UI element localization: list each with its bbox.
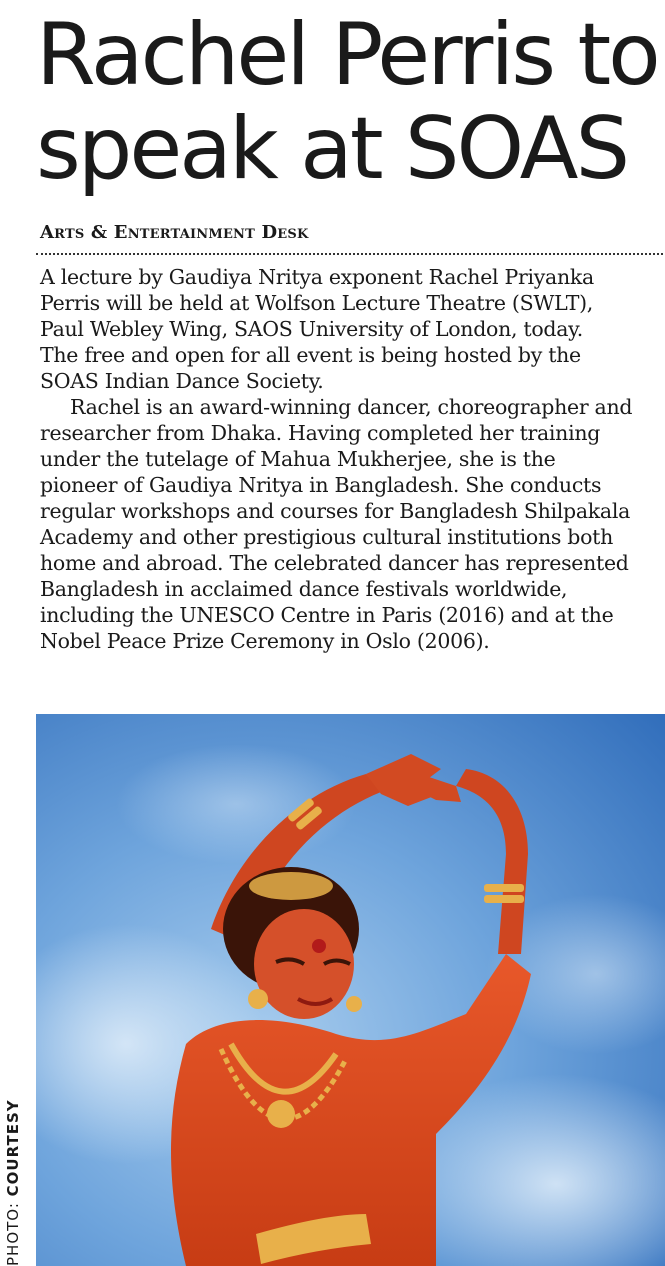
- article-body: [40, 264, 664, 654]
- headline-line-1: Rachel Perris to: [36, 5, 658, 105]
- headline: [36, 5, 661, 199]
- body-line: home and abroad. The celebrated dancer has represented: [40, 551, 629, 575]
- body-line: Rachel is an award-winning dancer, choreographer and: [70, 395, 633, 419]
- body-line: Bangladesh in acclaimed dance festivals worldwide,: [40, 577, 568, 601]
- body-line: regular workshops and courses for Bangladesh Shilpakala: [40, 499, 631, 523]
- body-line: under the tutelage of Mahua Mukherjee, she is the: [40, 447, 556, 471]
- body-line: Nobel Peace Prize Ceremony in Oslo (2006).: [40, 629, 490, 653]
- dotted-divider: [36, 253, 663, 255]
- body-line: including the UNESCO Centre in Paris (2016) and at the: [40, 603, 614, 627]
- dancer-photo: [36, 714, 665, 1266]
- body-line: researcher from Dhaka. Having completed her training: [40, 421, 601, 445]
- photo-credit-name: COURTESY: [4, 1099, 22, 1197]
- byline: Arts & Entertainment Desk: [40, 222, 309, 243]
- body-line: SOAS Indian Dance Society.: [40, 369, 324, 393]
- body-line: Academy and other prestigious cultural institutions both: [40, 525, 613, 549]
- photo-credit: [4, 1066, 22, 1266]
- body-line: A lecture by Gaudiya Nritya exponent Rachel Priyanka: [40, 265, 594, 289]
- body-line: Perris will be held at Wolfson Lecture Theatre (SWLT),: [40, 291, 594, 315]
- body-line: The free and open for all event is being hosted by the: [40, 343, 581, 367]
- headline-line-2: speak at SOAS: [36, 99, 628, 199]
- body-line: Paul Webley Wing, SAOS University of London, today.: [40, 317, 583, 341]
- body-line: pioneer of Gaudiya Nritya in Bangladesh. She conducts: [40, 473, 602, 497]
- photo-credit-prefix: PHOTO:: [4, 1196, 22, 1266]
